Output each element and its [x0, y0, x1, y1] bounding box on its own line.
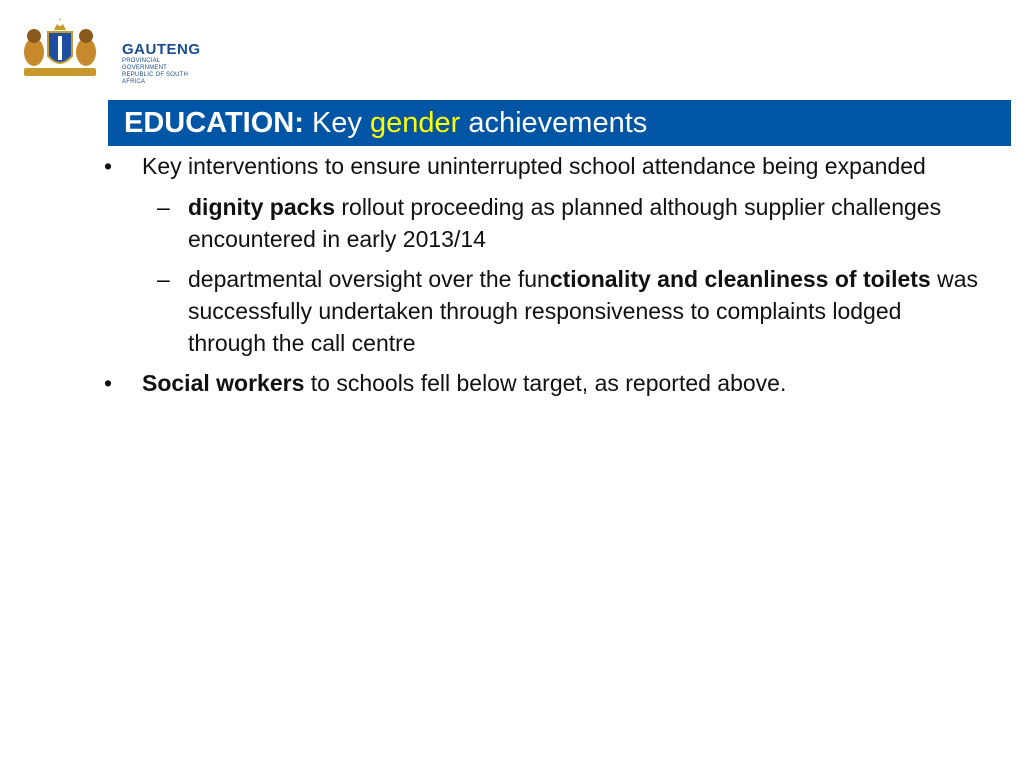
title-accent: gender: [369, 106, 461, 139]
slide-content: [100, 150, 980, 408]
sub-bullet-bold: dignity packs: [188, 194, 335, 220]
bullet-bold: Social workers: [142, 370, 305, 396]
title-part1: Key: [303, 106, 370, 139]
bullet-marker: •: [104, 370, 113, 396]
dash-marker: –: [157, 266, 170, 292]
title-bold: EDUCATION:: [124, 106, 304, 139]
logo-name: GAUTENG: [122, 41, 201, 58]
sub-bullet-bold: ctionality and cleanliness of toilets: [549, 266, 931, 292]
coat-of-arms-icon: [14, 14, 106, 80]
bullet-text: Key interventions to ensure uninterrupted school attendance being expanded: [142, 153, 926, 179]
bullet-item: [100, 367, 980, 399]
bullet-marker: •: [104, 153, 113, 179]
logo-subtitle-1: PROVINCIAL GOVERNMENT: [122, 58, 168, 71]
bullet-item: [100, 150, 980, 182]
title-part2: achievements: [460, 106, 648, 139]
logo-subtitle-2: REPUBLIC OF SOUTH AFRICA: [122, 72, 189, 85]
slide-title: [108, 100, 1011, 146]
bullet-text: to schools fell below target, as reported above.: [304, 370, 787, 396]
sub-bullet-item: [100, 191, 980, 255]
gauteng-logo: [14, 14, 201, 85]
sub-bullet-text: rollout proceeding as planned although supplier challenges encountered in early 2013/14: [188, 194, 942, 252]
logo-text: [122, 42, 201, 86]
sub-bullet-item: [100, 263, 980, 359]
sub-bullet-pre: departmental oversight over the fun: [188, 266, 550, 292]
sub-bullet-text: was successfully undertaken through responsiveness to complaints lodged through the call centre: [188, 266, 978, 356]
dash-marker: –: [157, 194, 170, 220]
